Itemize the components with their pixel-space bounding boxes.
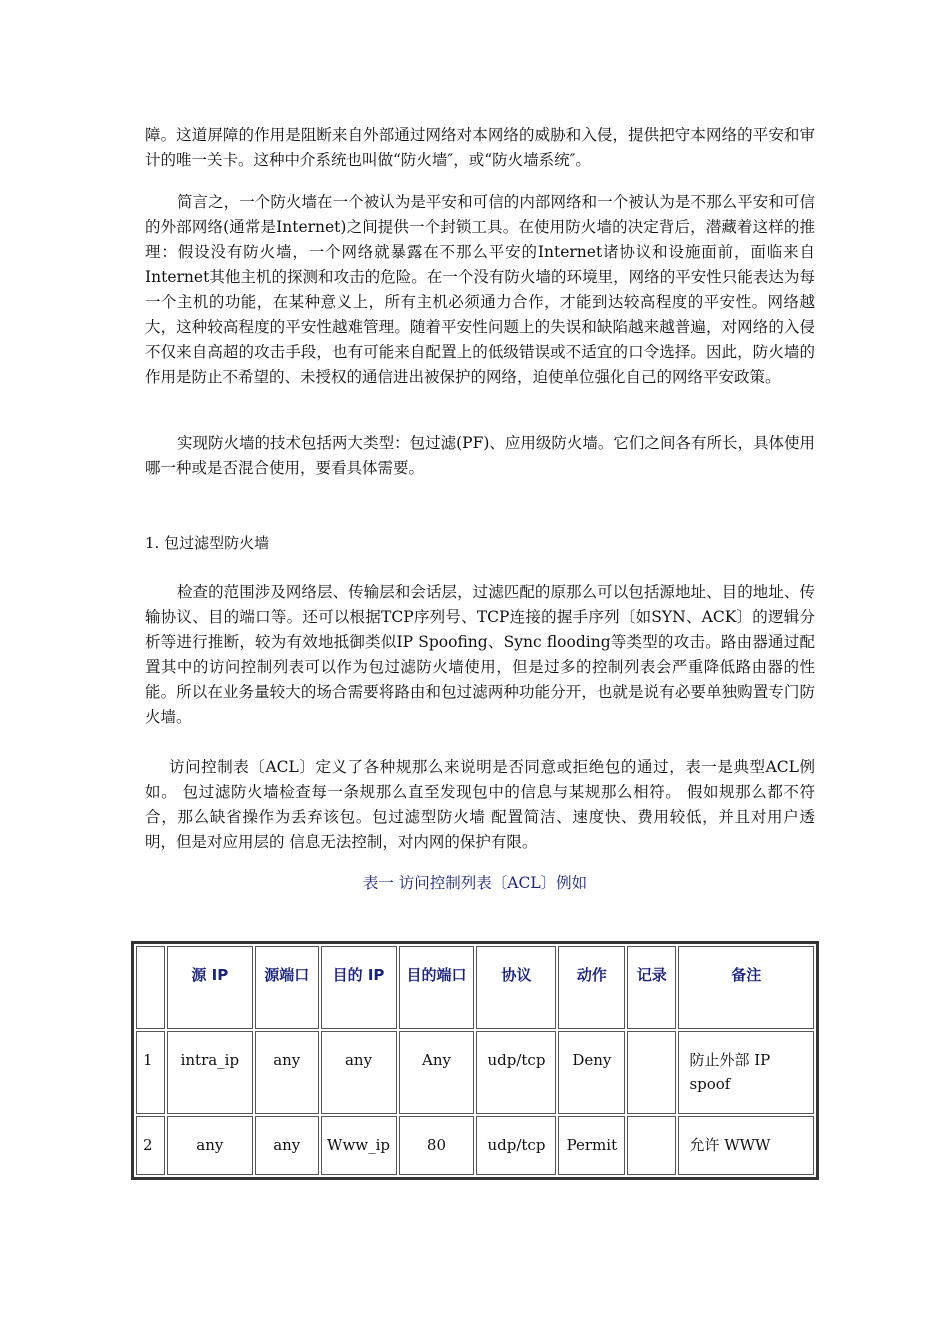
header-dest-ip: 目的 IP bbox=[321, 946, 397, 1029]
table-caption: 表一 访问控制列表〔ACL〕例如 bbox=[362, 874, 588, 892]
header-action: 动作 bbox=[558, 946, 625, 1029]
section-heading-packet-filter: 1. 包过滤型防火墙 bbox=[145, 534, 270, 552]
cell-dest-port: 80 bbox=[399, 1116, 475, 1175]
cell-protocol: udp/tcp bbox=[476, 1031, 556, 1114]
paragraph-firewall-summary: 简言之，一个防火墙在一个被认为是平安和可信的内部网络和一个被认为是不那么平安和可信的外部网络(通常是Internet)之间提供一个封锁工具。在使用防火墙的决定背后，潜藏着这样的推理：假设没有防火墙，一个网络就暴露在不那么平安的Internet诸协议和设施面前，面临来自Internet其他主机的探测和攻击的危险。在一个没有防火墙的环境里，网络的平安性只能表达为每一个主机的功能，在某种意义上，所有主机必须通力合作，才能到达较高程度的平安性。网络越大，这种较高程度的平安性越难管理。随着平安性问题上的失误和缺陷越来越普遍，对网络的入侵不仅来自高超的攻击手段，也有可能来自配置上的低级错误或不适宜的口令选择。因此，防火墙的作用是防止不希望的、未授权的通信进出被保护的网络，迫使单位强化自己的网络平安政策。 bbox=[145, 193, 815, 386]
header-index bbox=[136, 946, 165, 1029]
paragraph-acl-description: 访问控制表〔ACL〕定义了各种规那么来说明是否同意或拒绝包的通过，表一是典型ACL例如。 包过滤防火墙检查每一条规那么直至发现包中的信息与某规那么相符。 假如规那么都不符合，那么缺省操作为丢弃该包。包过滤型防火墙 配置简洁、速度快、费用较低，并且对用户透明，但是对应用层的 信息无法控制，对内网的保护有限。 bbox=[145, 758, 815, 851]
acl-table bbox=[131, 941, 819, 1180]
cell-index: 2 bbox=[136, 1116, 165, 1175]
header-log: 记录 bbox=[627, 946, 676, 1029]
header-source-ip: 源 IP bbox=[167, 946, 253, 1029]
cell-source-port: any bbox=[255, 1116, 319, 1175]
header-dest-port: 目的端口 bbox=[399, 946, 475, 1029]
cell-index: 1 bbox=[136, 1031, 165, 1114]
cell-log bbox=[627, 1031, 676, 1114]
paragraph-firewall-types: 实现防火墙的技术包括两大类型：包过滤(PF)、应用级防火墙。它们之间各有所长，具体使用哪一种或是否混合使用，要看具体需要。 bbox=[145, 434, 815, 477]
paragraph-packet-filter-scope: 检查的范围涉及网络层、传输层和会话层，过滤匹配的原那么可以包括源地址、目的地址、传输协议、目的端口等。还可以根据TCP序列号、TCP连接的握手序列〔如SYN、ACK〕的逻辑分析等进行推断，较为有效地抵御类似IP Spoofing、Sync flooding等类型的攻击。路由器通过配置其中的访问控制列表可以作为包过滤防火墙使用，但是过多的控制列表会严重降低路由器的性能。所以在业务量较大的场合需要将路由和包过滤两种功能分开，也就是说有必要单独购置专门防火墙。 bbox=[145, 583, 815, 726]
cell-action: Deny bbox=[558, 1031, 625, 1114]
cell-note: 防止外部 IP spoof bbox=[678, 1031, 814, 1114]
header-note: 备注 bbox=[678, 946, 814, 1029]
cell-dest-ip: Www_ip bbox=[321, 1116, 397, 1175]
cell-source-port: any bbox=[255, 1031, 319, 1114]
header-protocol: 协议 bbox=[476, 946, 556, 1029]
table-row bbox=[136, 1031, 814, 1114]
cell-log bbox=[627, 1116, 676, 1175]
paragraph-intro-continued: 障。这道屏障的作用是阻断来自外部通过网络对本网络的威胁和入侵，提供把守本网络的平安和审计的唯一关卡。这种中介系统也叫做“防火墙″，或“防火墙系统″。 bbox=[145, 126, 815, 169]
cell-source-ip: any bbox=[167, 1116, 253, 1175]
header-source-port: 源端口 bbox=[255, 946, 319, 1029]
cell-note: 允许 WWW bbox=[678, 1116, 814, 1175]
cell-source-ip: intra_ip bbox=[167, 1031, 253, 1114]
cell-protocol: udp/tcp bbox=[476, 1116, 556, 1175]
table-row bbox=[136, 1116, 814, 1175]
cell-action: Permit bbox=[558, 1116, 625, 1175]
cell-dest-ip: any bbox=[321, 1031, 397, 1114]
table-header-row bbox=[136, 946, 814, 1029]
cell-dest-port: Any bbox=[399, 1031, 475, 1114]
